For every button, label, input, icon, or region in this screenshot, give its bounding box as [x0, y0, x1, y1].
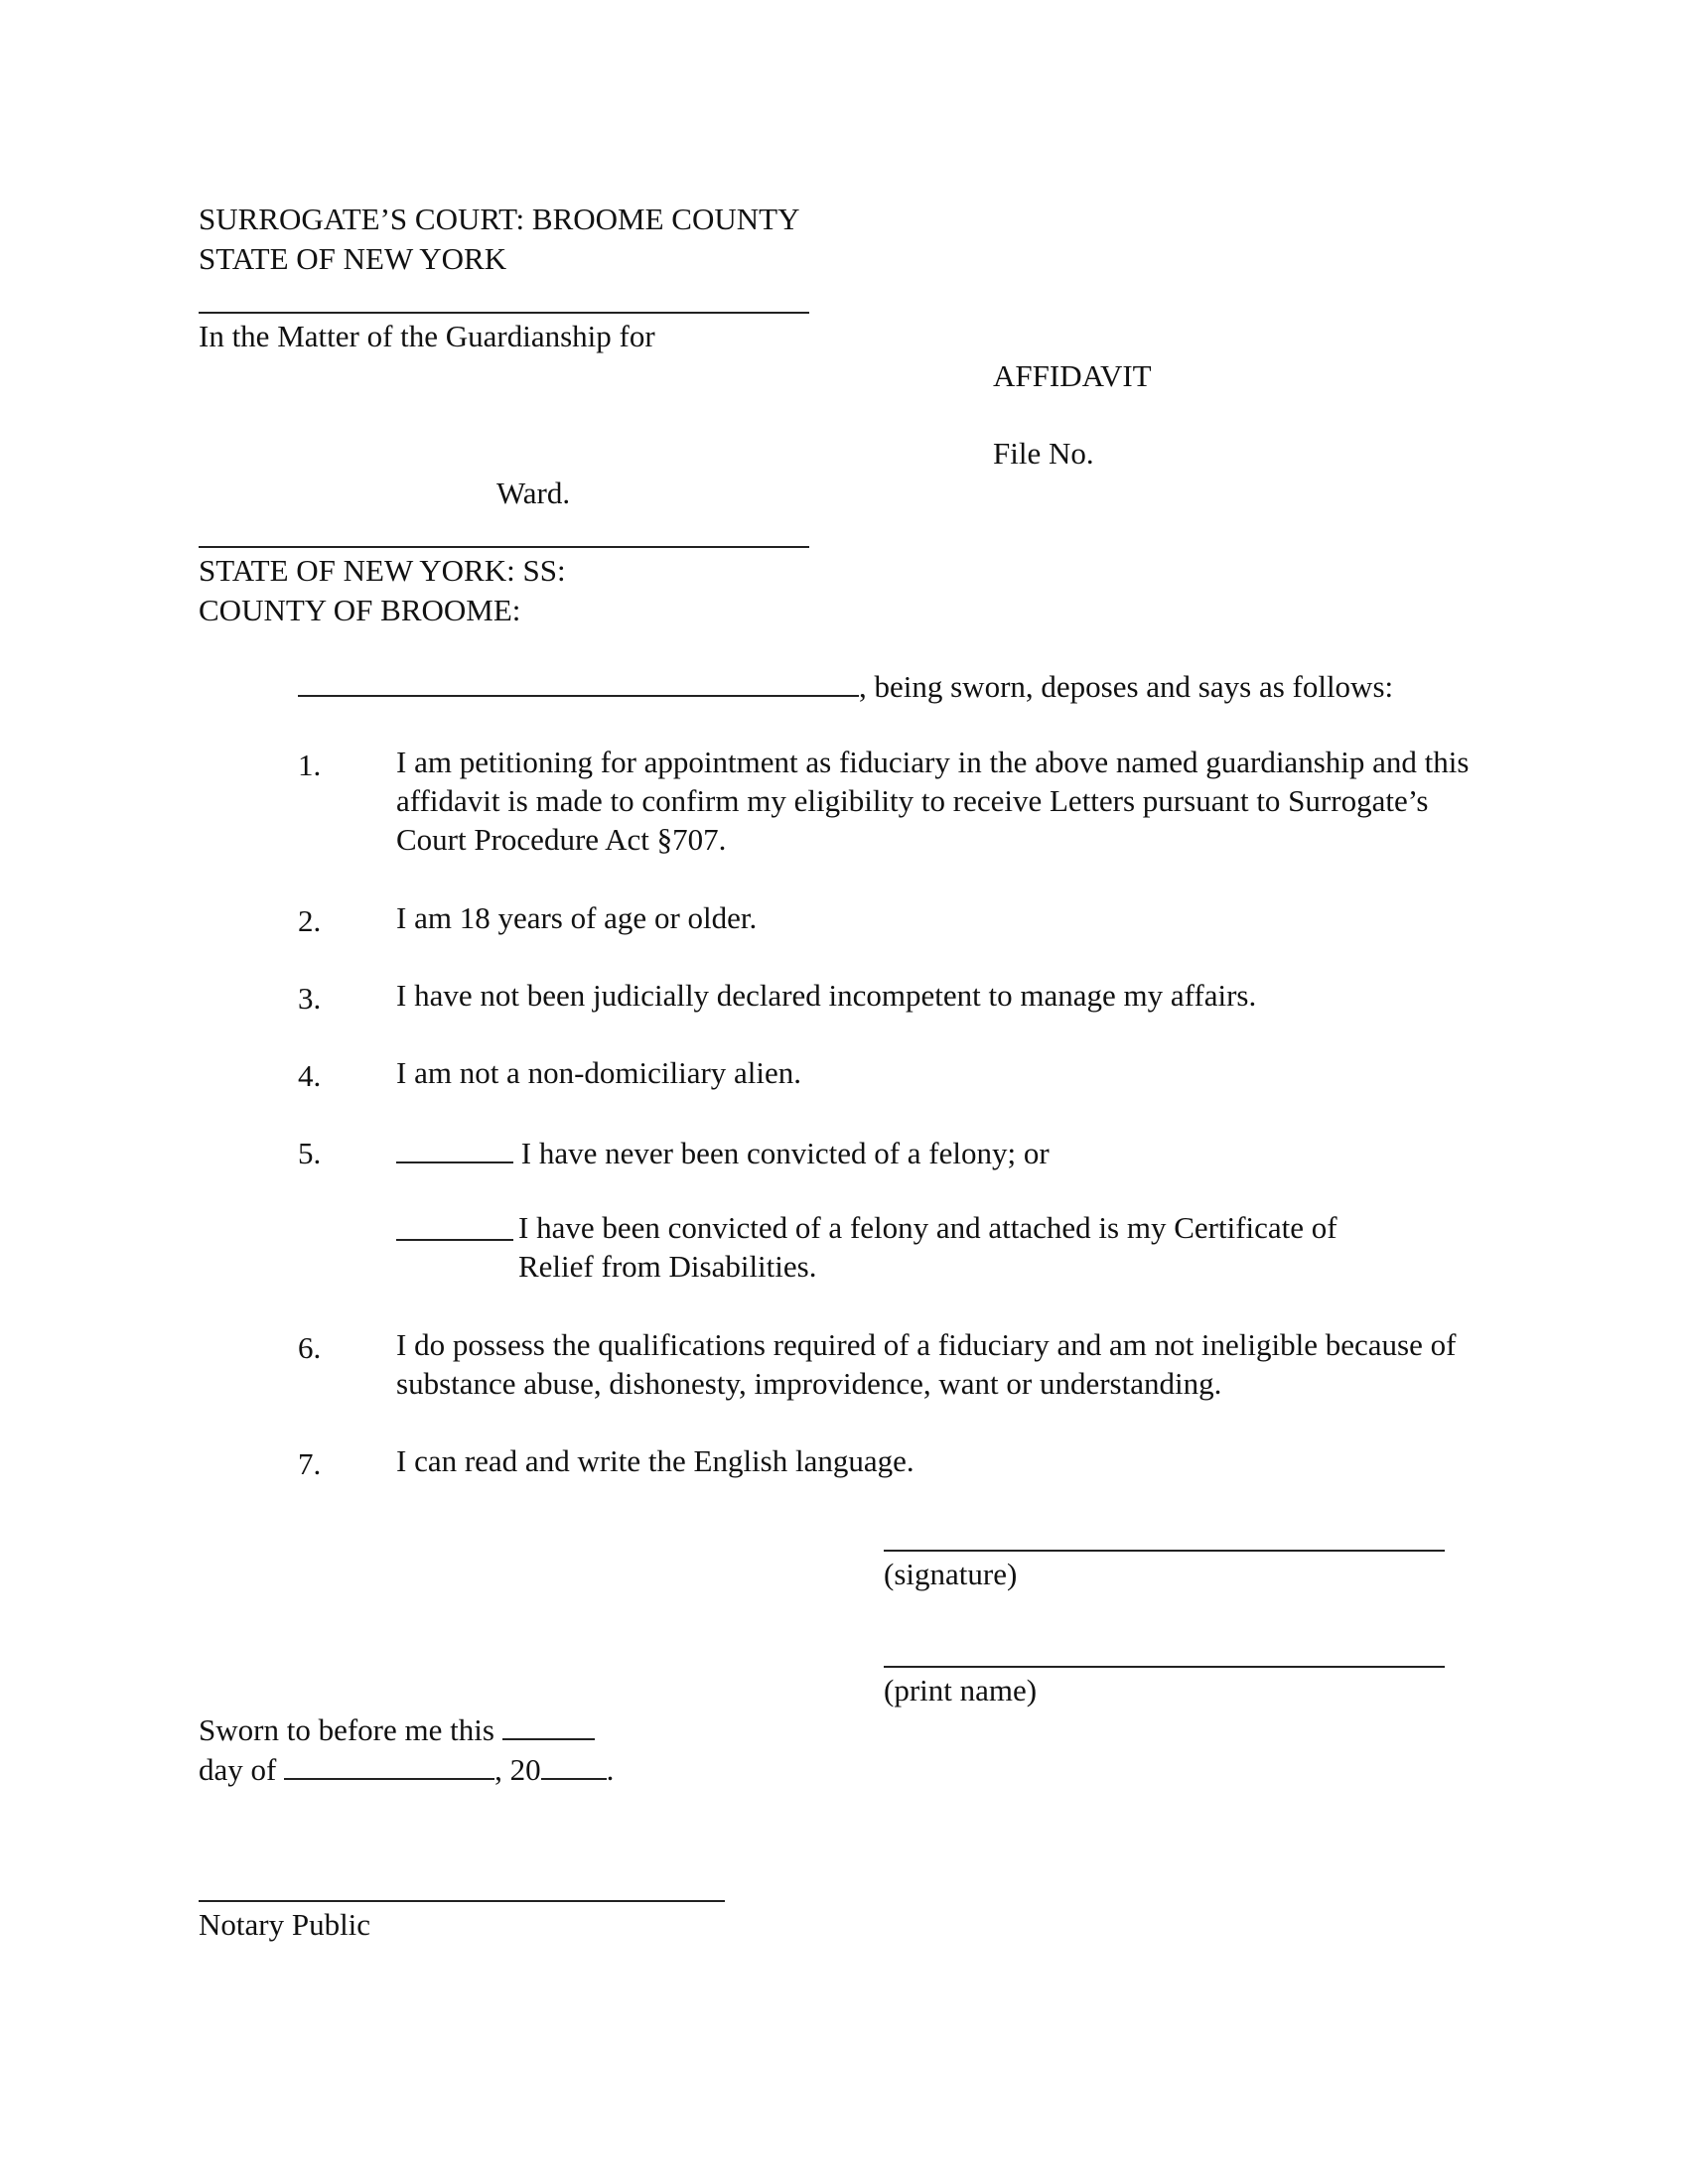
year-blank[interactable] [541, 1754, 607, 1780]
item-number: 4. [298, 1058, 322, 1093]
item-text: I can read and write the English language. [396, 1443, 914, 1478]
option-convicted-blank-wrap [396, 1215, 513, 1246]
print-name-label: (print name) [884, 1673, 1038, 1707]
signature-line[interactable] [884, 1550, 1445, 1552]
day-of-line [199, 1754, 614, 1785]
notary-signature-line[interactable] [199, 1900, 725, 1902]
felony-option-never [396, 1138, 1050, 1168]
period: . [606, 1752, 615, 1787]
print-name-line[interactable] [884, 1666, 1445, 1668]
sworn-line [199, 1714, 595, 1745]
item-number: 5. [298, 1136, 322, 1170]
venue-state: STATE OF NEW YORK: SS: [199, 553, 566, 588]
item-text: I have not been judicially declared incompetent to manage my affairs. [396, 978, 1257, 1013]
notary-label: Notary Public [199, 1907, 371, 1942]
day-of-text: day of [199, 1752, 277, 1787]
matter-title: In the Matter of the Guardianship for [199, 319, 655, 353]
ward-label: Ward. [496, 476, 571, 510]
item-text: I do possess the qualifications required of a fiduciary and am not ineligible because of substance abuse, dishonesty, improvidence, want or understanding. [396, 1327, 1457, 1401]
month-blank[interactable] [284, 1754, 494, 1780]
caption-bottom-rule [199, 546, 809, 548]
caption-top-rule [199, 312, 809, 314]
option-never-text: I have never been convicted of a felony; or [520, 1136, 1050, 1170]
option-never-blank[interactable] [396, 1138, 513, 1163]
year-prefix: 20 [509, 1752, 541, 1787]
sworn-day-blank[interactable] [502, 1714, 595, 1740]
court-heading: SURROGATE’S COURT: BROOME COUNTY [199, 202, 800, 236]
item-number: 1. [298, 748, 322, 782]
state-heading: STATE OF NEW YORK [199, 241, 507, 276]
item-number: 6. [298, 1330, 322, 1365]
intro-text: , being sworn, deposes and says as follows: [859, 669, 1394, 704]
venue-county: COUNTY OF BROOME: [199, 593, 521, 627]
item-text: I am petitioning for appointment as fiduciary in the above named guardianship and this affidavit is made to confirm my eligibility to receive Letters pursuant to Surrogate’s Court Procedure Act §707. [396, 745, 1470, 857]
item-number: 3. [298, 981, 322, 1016]
item-number: 2. [298, 903, 322, 938]
document-title: AFFIDAVIT [993, 358, 1152, 393]
option-convicted-blank[interactable] [396, 1215, 513, 1241]
file-number-label: File No. [993, 436, 1094, 471]
deponent-name-blank[interactable] [298, 671, 859, 697]
item-text: I am 18 years of age or older. [396, 900, 758, 935]
option-convicted-text: I have been convicted of a felony and attached is my Certificate of Relief from Disabilities. [518, 1210, 1337, 1284]
deponent-intro [298, 671, 1393, 702]
sworn-text: Sworn to before me this [199, 1712, 494, 1747]
comma: , [494, 1752, 510, 1787]
signature-label: (signature) [884, 1557, 1018, 1591]
item-number: 7. [298, 1446, 322, 1481]
item-text: I am not a non-domiciliary alien. [396, 1055, 802, 1090]
